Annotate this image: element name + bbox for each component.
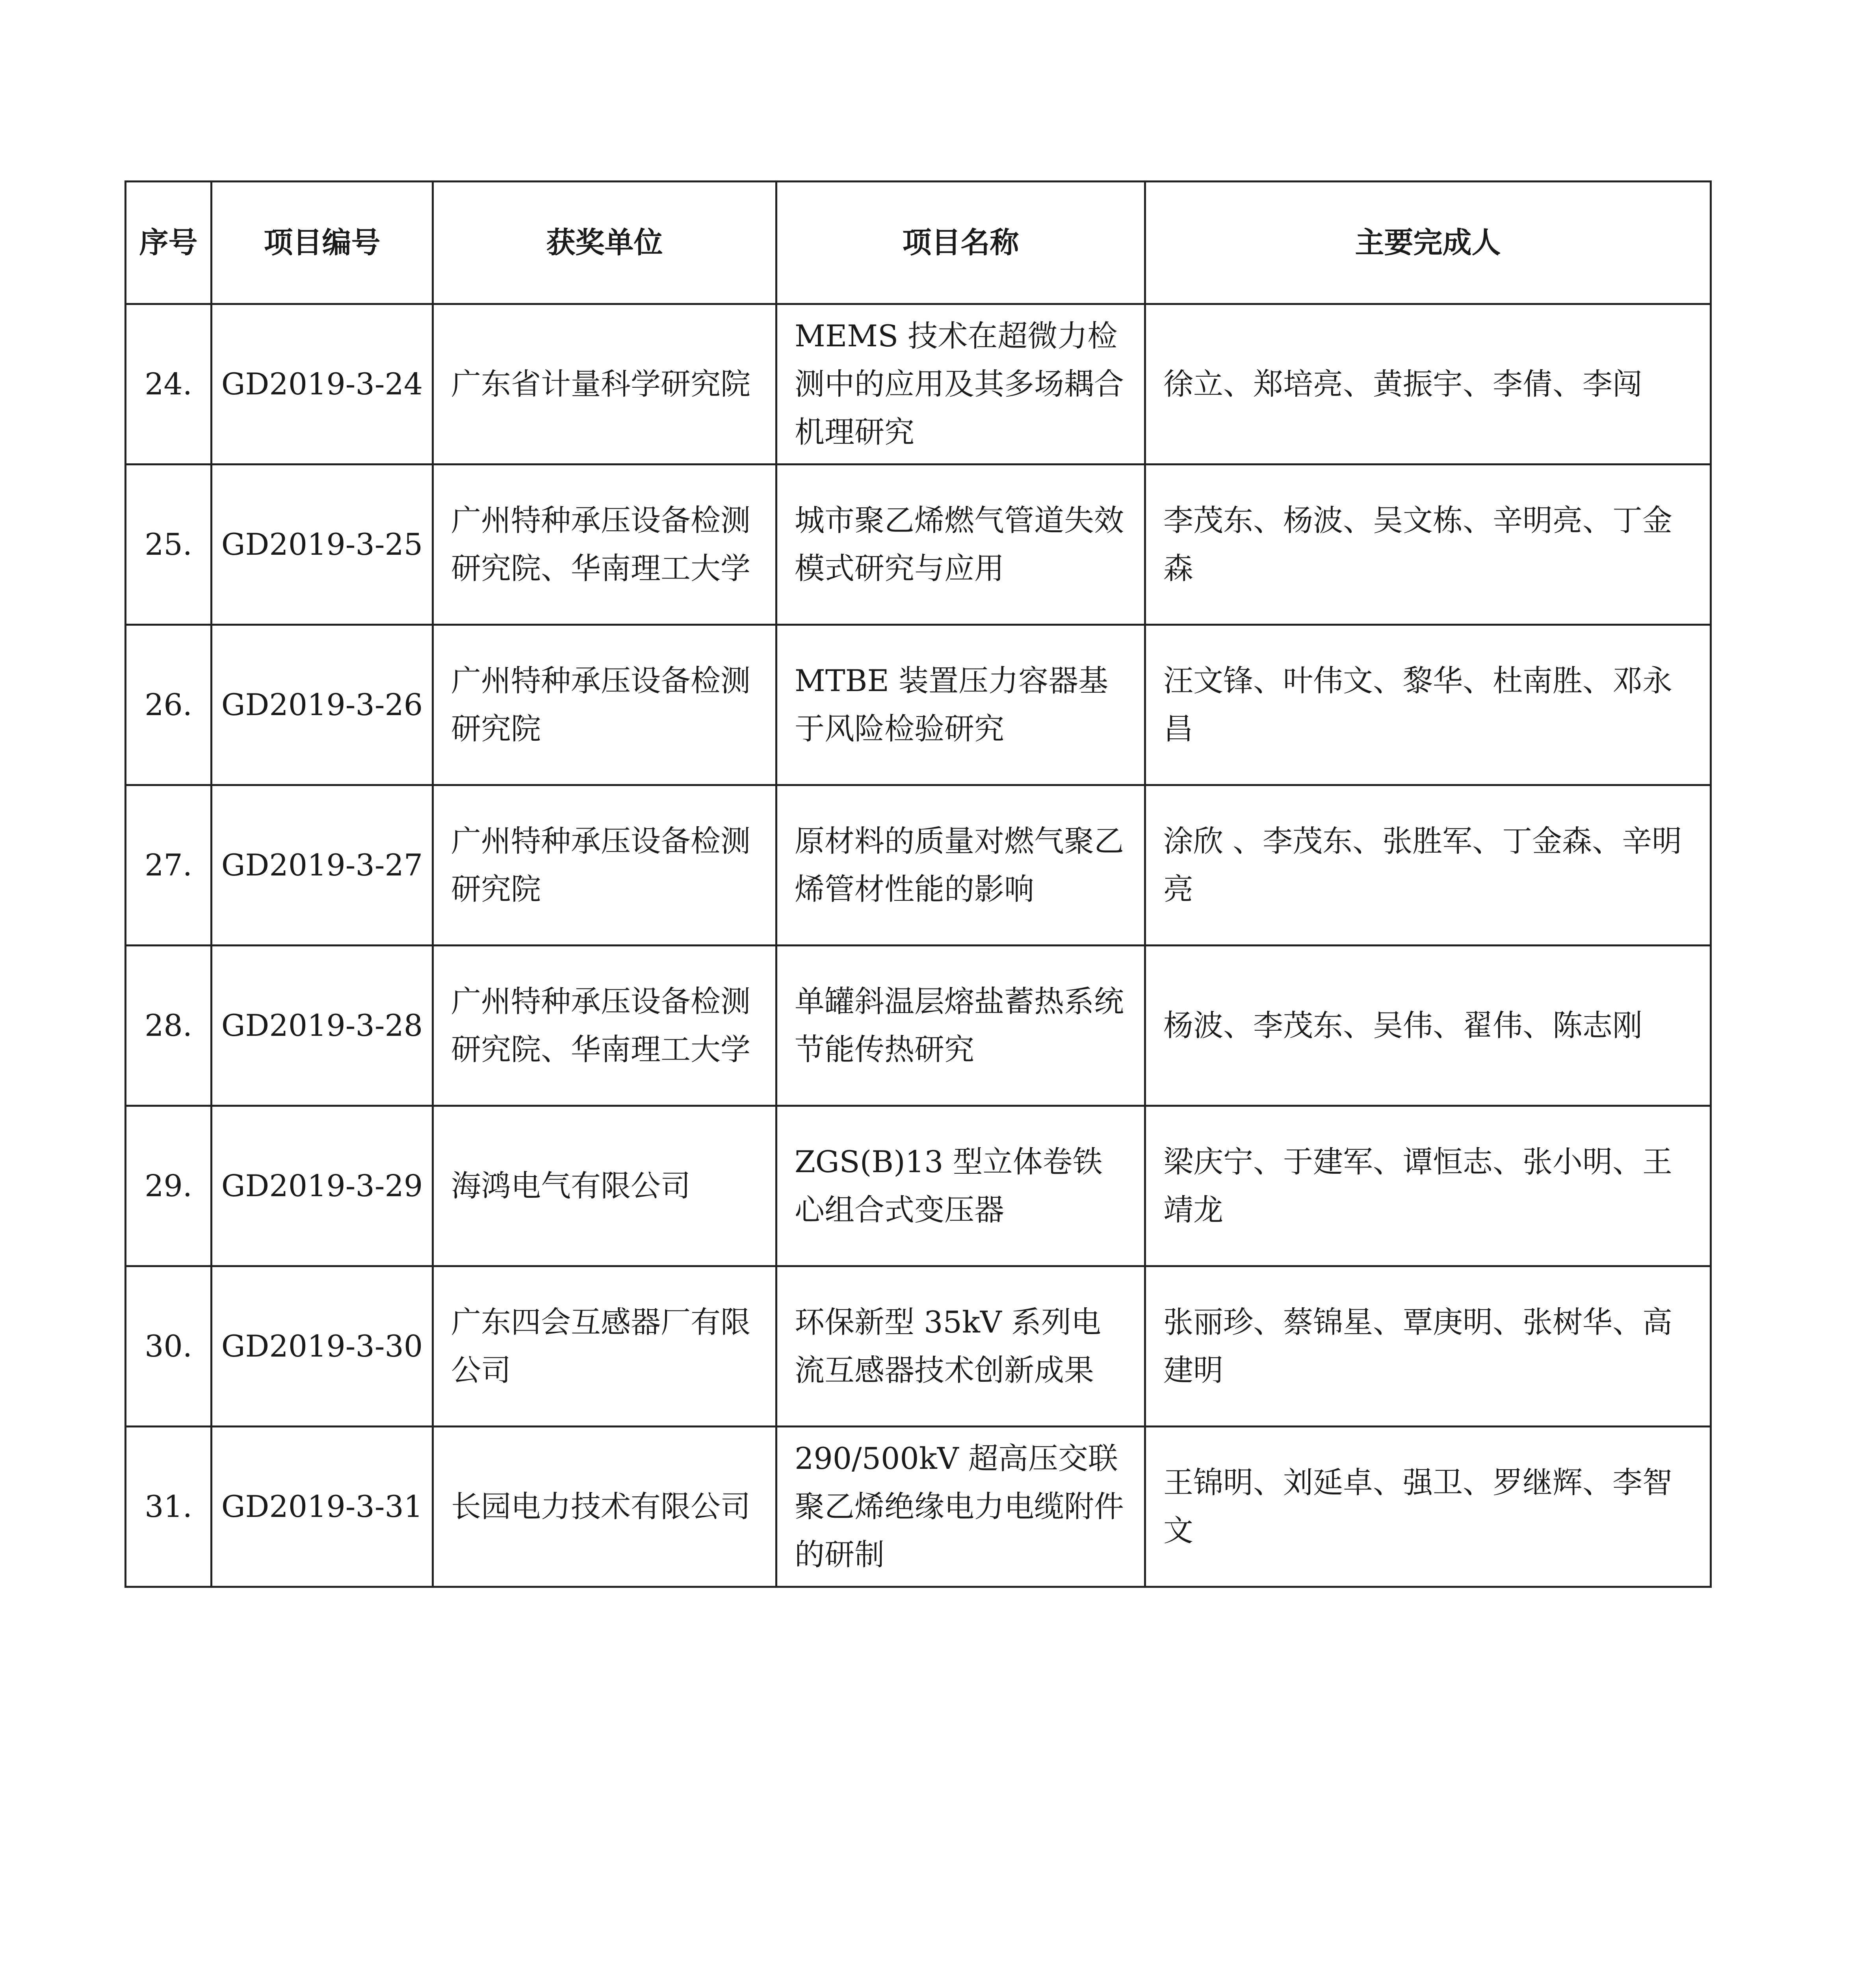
cell-seq: 24. (126, 304, 212, 465)
table-row (126, 304, 1711, 465)
cell-award-unit: 广州特种承压设备检测研究院 (433, 785, 776, 946)
header-award-unit: 获奖单位 (433, 182, 776, 304)
cell-project-name: ZGS(B)13 型立体卷铁心组合式变压器 (776, 1106, 1145, 1266)
cell-award-unit: 海鸿电气有限公司 (433, 1106, 776, 1266)
cell-award-unit: 广东四会互感器厂有限公司 (433, 1266, 776, 1427)
cell-project-name: 290/500kV 超高压交联聚乙烯绝缘电力电缆附件的研制 (776, 1427, 1145, 1587)
cell-project-code: GD2019-3-24 (212, 304, 433, 465)
table-row (126, 1266, 1711, 1427)
cell-project-name: 单罐斜温层熔盐蓄热系统节能传热研究 (776, 946, 1145, 1106)
cell-main-contributors: 汪文锋、叶伟文、黎华、杜南胜、邓永昌 (1145, 625, 1711, 785)
cell-project-code: GD2019-3-28 (212, 946, 433, 1106)
cell-project-name: MEMS 技术在超微力检测中的应用及其多场耦合机理研究 (776, 304, 1145, 465)
cell-main-contributors: 涂欣 、李茂东、张胜军、丁金森、辛明亮 (1145, 785, 1711, 946)
cell-award-unit: 长园电力技术有限公司 (433, 1427, 776, 1587)
cell-project-name: 城市聚乙烯燃气管道失效模式研究与应用 (776, 465, 1145, 625)
table-body (126, 304, 1711, 1587)
table-row (126, 1427, 1711, 1587)
cell-award-unit: 广州特种承压设备检测研究院 (433, 625, 776, 785)
header-seq: 序号 (126, 182, 212, 304)
cell-project-code: GD2019-3-27 (212, 785, 433, 946)
cell-main-contributors: 王锦明、刘延卓、强卫、罗继辉、李智文 (1145, 1427, 1711, 1587)
cell-project-name: 环保新型 35kV 系列电流互感器技术创新成果 (776, 1266, 1145, 1427)
header-main-contributors: 主要完成人 (1145, 182, 1711, 304)
table-row (126, 946, 1711, 1106)
cell-seq: 28. (126, 946, 212, 1106)
cell-project-code: GD2019-3-25 (212, 465, 433, 625)
cell-seq: 30. (126, 1266, 212, 1427)
table-row (126, 625, 1711, 785)
cell-seq: 26. (126, 625, 212, 785)
cell-seq: 27. (126, 785, 212, 946)
table-row (126, 1106, 1711, 1266)
cell-project-name: 原材料的质量对燃气聚乙烯管材性能的影响 (776, 785, 1145, 946)
cell-main-contributors: 杨波、李茂东、吴伟、翟伟、陈志刚 (1145, 946, 1711, 1106)
cell-seq: 25. (126, 465, 212, 625)
header-project-name: 项目名称 (776, 182, 1145, 304)
header-project-code: 项目编号 (212, 182, 433, 304)
cell-main-contributors: 徐立、郑培亮、黄振宇、李倩、李闯 (1145, 304, 1711, 465)
cell-award-unit: 广州特种承压设备检测研究院、华南理工大学 (433, 946, 776, 1106)
awards-table (124, 180, 1712, 1588)
cell-main-contributors: 梁庆宁、于建军、谭恒志、张小明、王靖龙 (1145, 1106, 1711, 1266)
cell-seq: 29. (126, 1106, 212, 1266)
cell-seq: 31. (126, 1427, 212, 1587)
cell-main-contributors: 张丽珍、蔡锦星、覃庚明、张树华、高建明 (1145, 1266, 1711, 1427)
cell-award-unit: 广州特种承压设备检测研究院、华南理工大学 (433, 465, 776, 625)
table-header (126, 182, 1711, 304)
cell-main-contributors: 李茂东、杨波、吴文栋、辛明亮、丁金森 (1145, 465, 1711, 625)
cell-project-code: GD2019-3-29 (212, 1106, 433, 1266)
cell-project-code: GD2019-3-26 (212, 625, 433, 785)
table-row (126, 465, 1711, 625)
cell-project-code: GD2019-3-31 (212, 1427, 433, 1587)
cell-project-name: MTBE 装置压力容器基于风险检验研究 (776, 625, 1145, 785)
table-row (126, 785, 1711, 946)
header-row (126, 182, 1711, 304)
cell-award-unit: 广东省计量科学研究院 (433, 304, 776, 465)
cell-project-code: GD2019-3-30 (212, 1266, 433, 1427)
